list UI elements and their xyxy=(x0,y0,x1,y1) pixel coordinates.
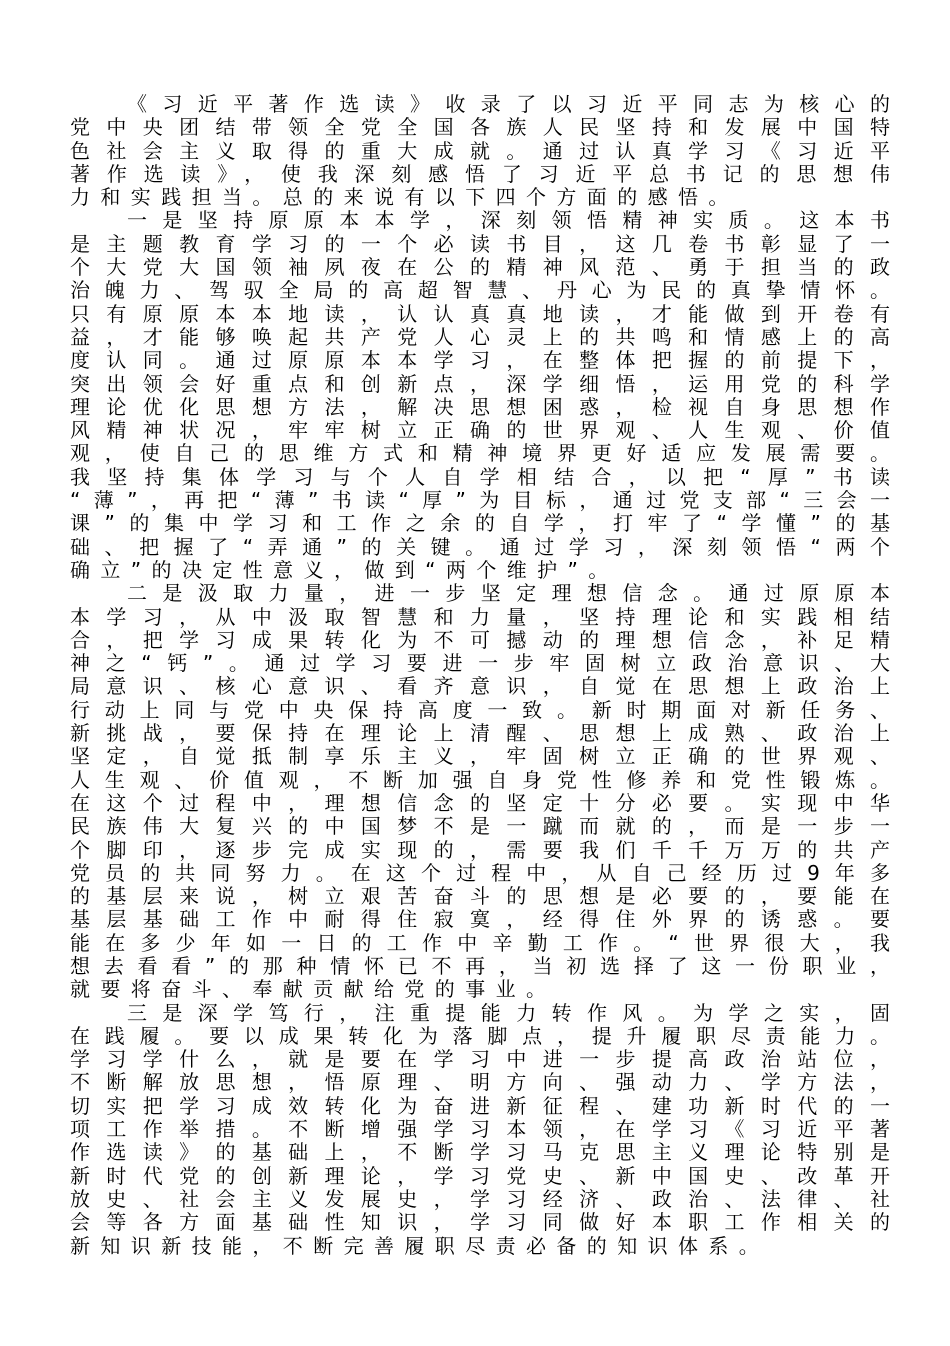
section3-line: 作选读》的基础上，不断学习马克思主义理论特别是 xyxy=(70,1140,890,1165)
section1-line: 突出领会好重点和创新点，深学细悟，运用党的科学 xyxy=(70,371,890,396)
section1-line: 治魄力、驾驭全局的高超智慧、丹心为民的真挚情怀。 xyxy=(70,278,890,303)
section2-line: 民族伟大复兴的中国梦不是一蹴而就的，而是一步一 xyxy=(70,814,890,839)
section1-line: 一是坚持原原本本学，深刻领悟精神实质。这本书 xyxy=(127,208,890,233)
section3-line: 不断解放思想，悟原理、明方向、强动力、学方法， xyxy=(70,1070,890,1095)
section3-line: 切实把学习成效转化为奋进新征程、建功新时代的一 xyxy=(70,1093,890,1118)
section2-line: 在这个过程中，理想信念的坚定十分必要。实现中华 xyxy=(70,790,890,815)
section3-line: 学习学什么，就是要在学习中进一步提高政治站位， xyxy=(70,1047,890,1072)
section3-line: 会等各方面基础性知识，学习同做好本职工作相关的 xyxy=(70,1210,890,1235)
section2-line: 就要将奋斗、奉献贡献给党的事业。 xyxy=(70,977,557,1002)
section2-line: 二是汲取力量，进一步坚定理想信念。通过原原本 xyxy=(127,581,890,606)
intro-line: 著作选读》，使我深刻感悟了习近平总书记的思想伟 xyxy=(70,161,890,186)
section2-line: 能在多少年如一日的工作中辛勤工作。“世界很大，我 xyxy=(70,930,890,955)
section1-line: 课”的集中学习和工作之余的自学，打牢了“学懂”的基 xyxy=(70,511,890,536)
section1-line: 我坚持集体学习与个人自学相结合，以把“厚”书读 xyxy=(70,464,890,489)
section2-line: 坚定，自觉抵制享乐主义，牢固树立正确的世界观、 xyxy=(70,744,890,769)
document-page xyxy=(70,93,890,1258)
section3-line: 项工作举措。不断增强学习本领，在学习《习近平著 xyxy=(70,1117,890,1142)
section1-line: 度认同。通过原原本本学习，在整体把握的前提下， xyxy=(70,348,890,373)
intro-line: 《习近平著作选读》收录了以习近平同志为核心的 xyxy=(127,92,890,116)
section1-line: 观，使自己的思维方式和精神境界更好适应发展需要。 xyxy=(70,441,890,466)
section2-line: 的基层来说，树立艰苦奋斗的思想是必要的，要能在 xyxy=(70,884,890,909)
section2-line: 新挑战，要保持在理论上清醒、思想上成熟、政治上 xyxy=(70,721,890,746)
section2-line: 想去看看”的那种情怀已不再，当初选择了这一份职业， xyxy=(70,953,890,978)
section3-line: 新知识新技能，不断完善履职尽责必备的知识体系。 xyxy=(70,1233,770,1258)
section2-line: 局意识、核心意识、看齐意识，自觉在思想上政治上 xyxy=(70,674,890,699)
section1-line: 只有原原本本地读，认认真真地读，才能做到开卷有 xyxy=(70,301,890,326)
section1-line: 风精神状况，牢牢树立正确的世界观、人生观、价值 xyxy=(70,418,890,443)
section3-line: 放史、社会主义发展史，学习经济、政治、法律、社 xyxy=(70,1186,890,1211)
section1-line: 础、把握了“弄通”的关键。通过学习，深刻领悟“两个 xyxy=(70,534,890,559)
intro-line: 党中央团结带领全党全国各族人民坚持和发展中国特 xyxy=(70,115,890,140)
section1-line: 确立”的决定性意义，做到“两个维护”。 xyxy=(70,557,619,582)
section3-line: 三是深学笃行，注重提能力转作风。为学之实，固 xyxy=(127,1000,890,1025)
section2-line: 个脚印，逐步完成实现的，需要我们千千万万的共产 xyxy=(70,837,890,862)
section2-line: 基层基础工作中耐得住寂寞，经得住外界的诱惑。要 xyxy=(70,907,890,932)
section1-line: 个大党大国领袖夙夜在公的精神风范、勇于担当的政 xyxy=(70,255,890,280)
section2-line: 人生观、价值观，不断加强自身党性修养和党性锻炼。 xyxy=(70,767,890,792)
section2-line: 合，把学习成果转化为不可撼动的理想信念，补足精 xyxy=(70,627,890,652)
section1-line: 益，才能够唤起共产党人心灵上的共鸣和情感上的高 xyxy=(70,324,890,349)
intro-line: 色社会主义取得的重大成就。通过认真学习《习近平 xyxy=(70,138,890,163)
section2-line: 本学习，从中汲取智慧和力量，坚持理论和实践相结 xyxy=(70,604,890,629)
section1-line: 理论优化思想方法，解决思想困惑，检视自身思想作 xyxy=(70,394,890,419)
section2-line: 行动上同与党中央保持高度一致。新时期面对新任务、 xyxy=(70,697,890,722)
intro-line: 力和实践担当。总的来说有以下四个方面的感悟。 xyxy=(70,185,739,210)
section1-line: 是主题教育学习的一个必读书目，这几卷书彰显了一 xyxy=(70,231,890,256)
section2-line: 神之“钙”。通过学习要进一步牢固树立政治意识、大 xyxy=(70,651,890,676)
section1-line: “薄”，再把“薄”书读“厚”为目标，通过党支部“三会一 xyxy=(70,488,890,513)
section2-line: 党员的共同努力。在这个过程中，从自己经历过9年多 xyxy=(70,860,890,885)
section3-line: 新时代党的创新理论，学习党史、新中国史、改革开 xyxy=(70,1163,890,1188)
section3-line: 在践履。要以成果转化为落脚点，提升履职尽责能力。 xyxy=(70,1023,890,1048)
